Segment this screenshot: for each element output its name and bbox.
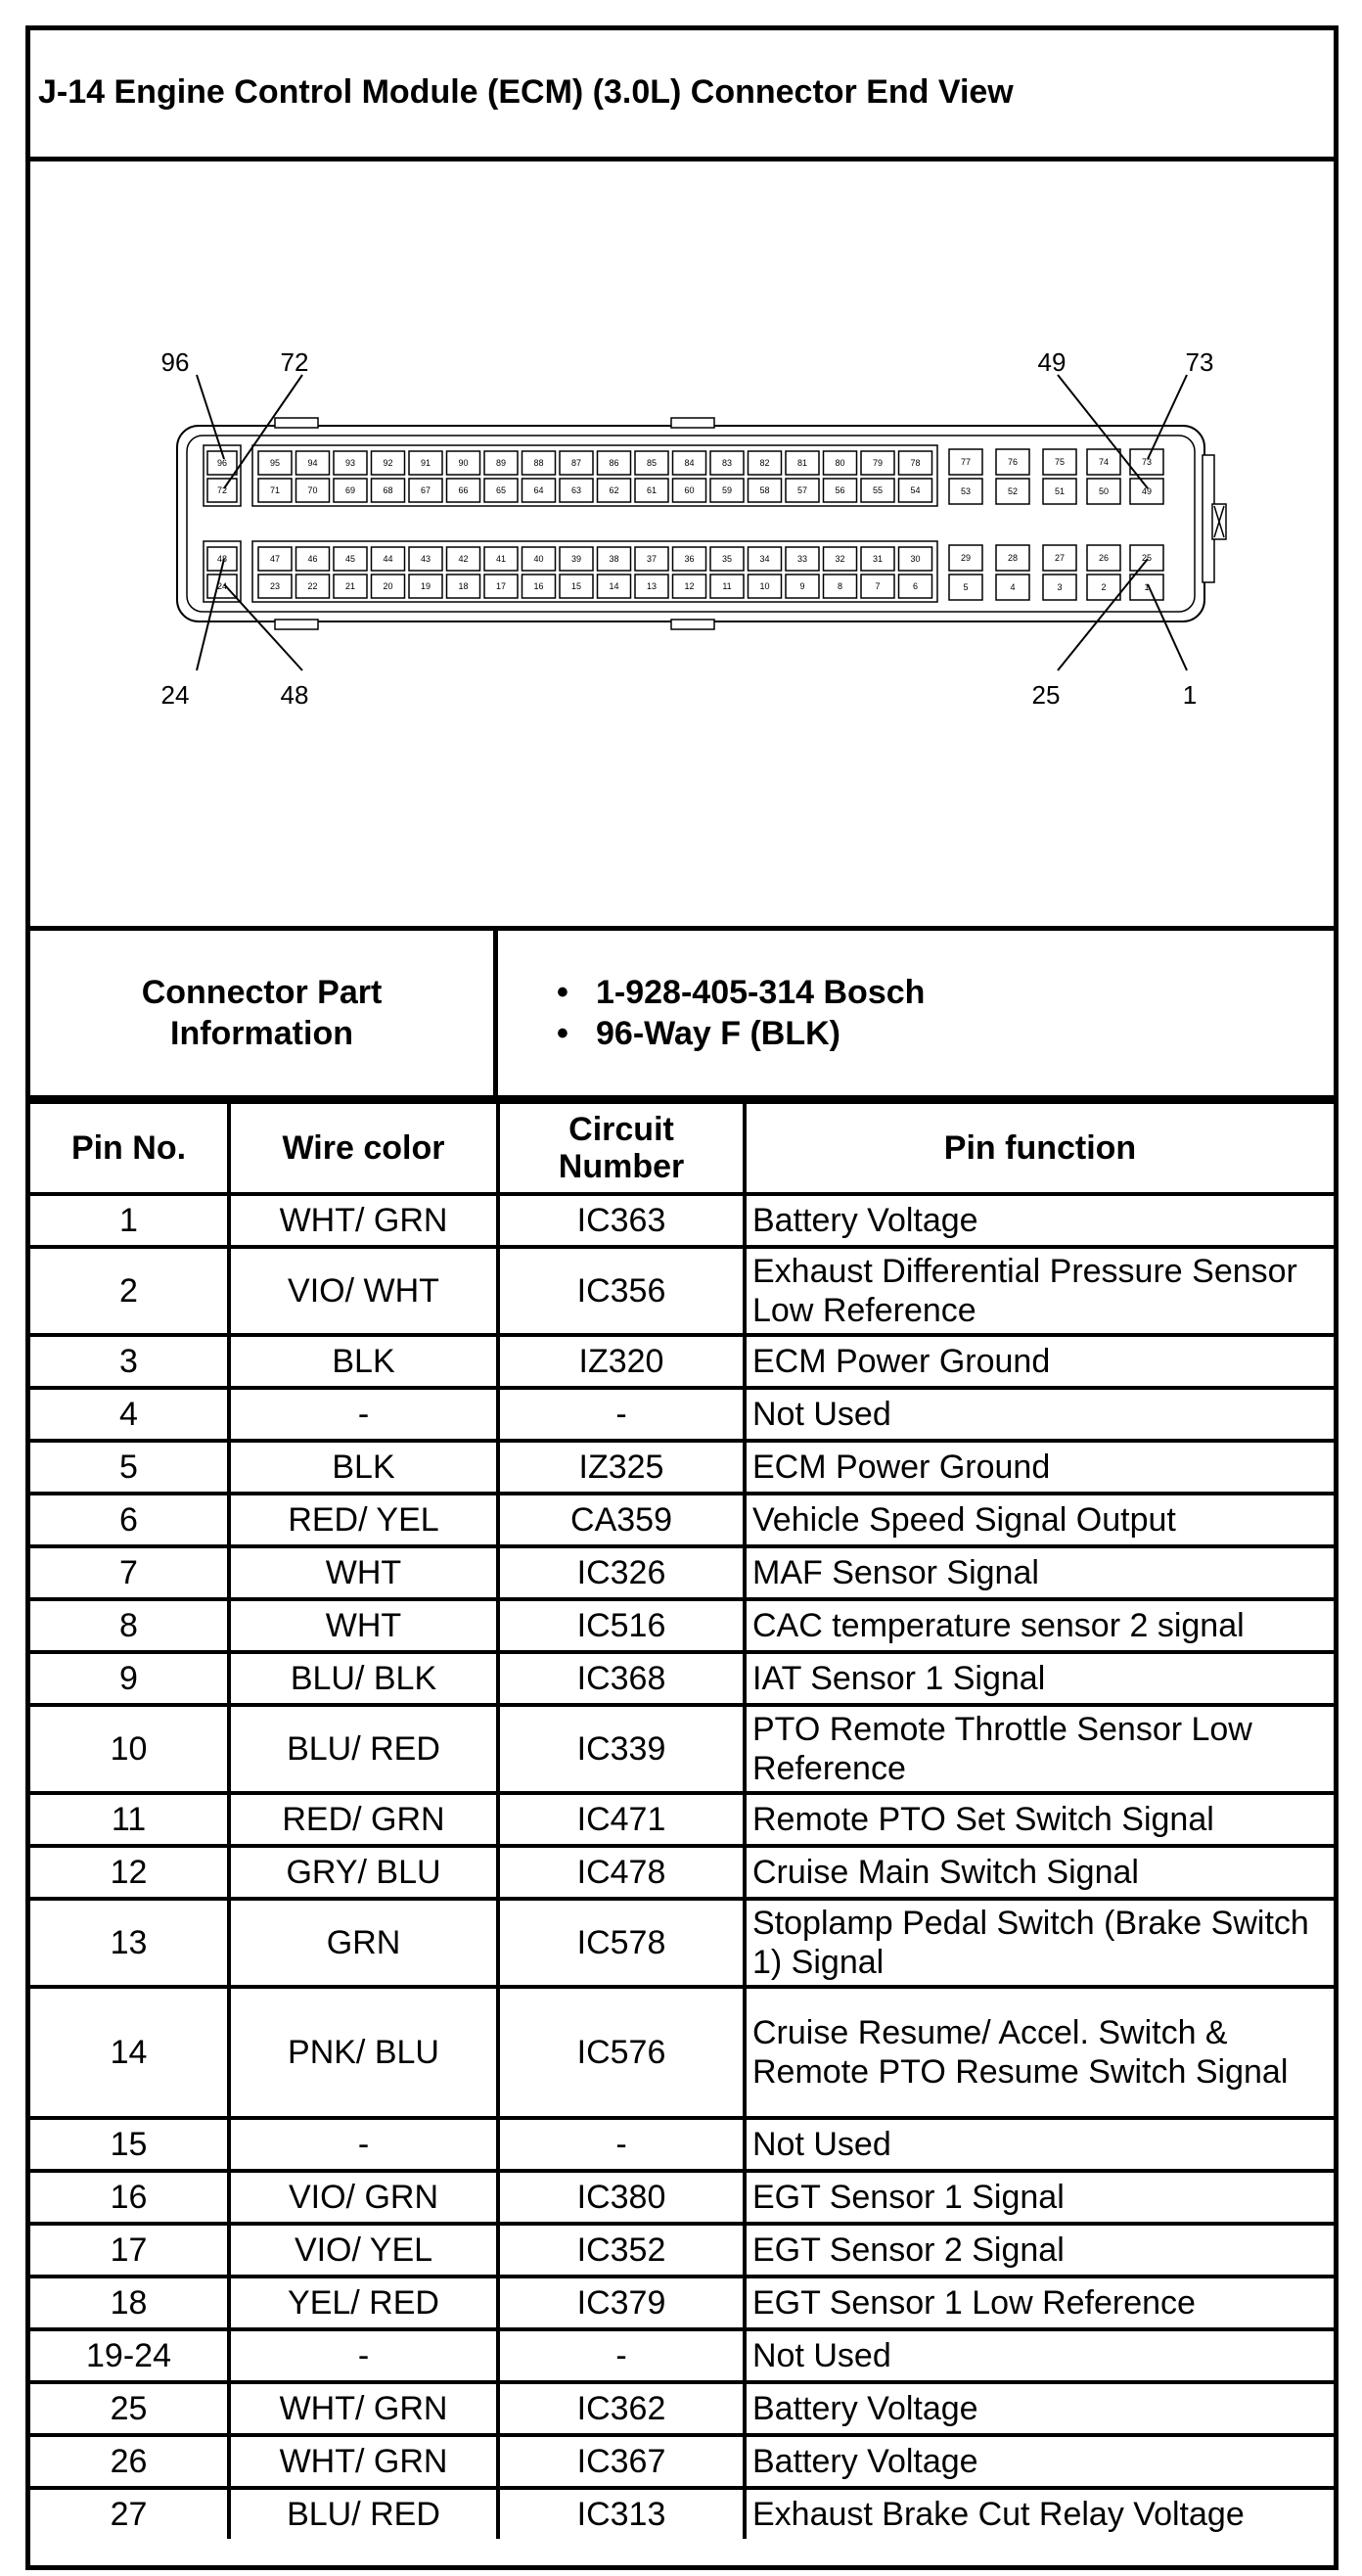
pinout-sheet (25, 25, 1339, 2570)
pin-label: 53 (960, 486, 972, 496)
pin-label: 93 (344, 458, 356, 468)
table-row (30, 2435, 1334, 2488)
col-header-pin-function: Pin function (745, 1102, 1334, 1194)
circuit-number: IC380 (498, 2171, 745, 2224)
pin-label: 56 (835, 485, 845, 495)
bottom-latch-tab (671, 620, 714, 629)
pin-label: 74 (1098, 457, 1110, 467)
bullet-icon: • (557, 974, 568, 1011)
pin-number: 14 (30, 1987, 229, 2118)
pin-function: Not Used (745, 2329, 1334, 2382)
pin-label: 85 (646, 458, 658, 468)
circuit-number: IC356 (498, 1247, 745, 1335)
pin-label: 32 (835, 554, 845, 564)
pin-function: EGT Sensor 1 Low Reference (745, 2277, 1334, 2329)
pin-number: 11 (30, 1793, 229, 1846)
circuit-number: IC326 (498, 1546, 745, 1599)
table-row (30, 1846, 1334, 1899)
wire-color: WHT/ GRN (229, 1194, 498, 1247)
connector-part-label-cell (30, 931, 498, 1095)
pin-label: 58 (759, 485, 770, 495)
table-row (30, 1599, 1334, 1652)
connector-part-label: Connector Part Information (141, 974, 383, 1052)
wire-color: BLK (229, 1441, 498, 1494)
pin-label: 75 (1054, 457, 1066, 467)
table-row (30, 2224, 1334, 2277)
pin-label: 54 (910, 485, 921, 495)
pin-number: 10 (30, 1705, 229, 1793)
pin-label: 21 (344, 581, 356, 591)
table-row (30, 1705, 1334, 1793)
wire-color: GRY/ BLU (229, 1846, 498, 1899)
wire-color: VIO/ GRN (229, 2171, 498, 2224)
circuit-number: IC339 (498, 1705, 745, 1793)
pin-label: 5 (963, 582, 969, 592)
pin-label: 55 (872, 485, 884, 495)
col-header-wire-color: Wire color (229, 1102, 498, 1194)
pin-label: 84 (684, 458, 695, 468)
table-header-row (30, 1102, 1334, 1194)
circuit-number-header-text: Circuit Number (558, 1111, 685, 1185)
pin-label: 46 (307, 554, 318, 564)
pin-number: 8 (30, 1599, 229, 1652)
pin-function: EGT Sensor 2 Signal (745, 2224, 1334, 2277)
pin-number: 27 (30, 2488, 229, 2539)
pin-label: 40 (533, 554, 544, 564)
table-row (30, 1546, 1334, 1599)
pin-label: 88 (533, 458, 544, 468)
circuit-number: IC313 (498, 2488, 745, 2539)
connector-part-item (557, 972, 1334, 1013)
col-header-pin-no: Pin No. (30, 1102, 229, 1194)
wire-color: GRN (229, 1899, 498, 1987)
pin-label: 62 (609, 485, 619, 495)
pin-number: 12 (30, 1846, 229, 1899)
pin-number: 4 (30, 1388, 229, 1441)
circuit-number: - (498, 2118, 745, 2171)
table-row (30, 1987, 1334, 2118)
pin-label: 24 (216, 581, 228, 591)
pin-label: 38 (609, 554, 619, 564)
wire-color: WHT (229, 1599, 498, 1652)
pin-label: 60 (684, 485, 695, 495)
circuit-number: IC362 (498, 2382, 745, 2435)
table-row (30, 1652, 1334, 1705)
pin-label: 89 (495, 458, 507, 468)
pin-number: 15 (30, 2118, 229, 2171)
connector-part-info-row (30, 931, 1334, 1100)
pin-label: 50 (1098, 486, 1110, 496)
pin-function: Exhaust Brake Cut Relay Voltage (745, 2488, 1334, 2539)
table-row (30, 1194, 1334, 1247)
circuit-number: IC576 (498, 1987, 745, 2118)
pin-number: 7 (30, 1546, 229, 1599)
wire-color: - (229, 2329, 498, 2382)
pin-label: 19 (420, 581, 431, 591)
callout-label: 72 (280, 347, 309, 377)
pin-function: ECM Power Ground (745, 1441, 1334, 1494)
pin-label: 4 (1010, 582, 1016, 592)
pin-label: 71 (269, 485, 281, 495)
circuit-number: IZ325 (498, 1441, 745, 1494)
circuit-number: - (498, 1388, 745, 1441)
pin-label: 36 (684, 554, 695, 564)
pin-label: 9 (799, 581, 805, 591)
pin-label: 90 (458, 458, 469, 468)
bullet-icon: • (557, 1015, 568, 1052)
callout-label: 96 (160, 347, 190, 377)
pin-label: 33 (796, 554, 808, 564)
pin-number: 6 (30, 1494, 229, 1546)
pin-function: Battery Voltage (745, 2435, 1334, 2488)
pin-label: 17 (495, 581, 507, 591)
pin-label: 10 (759, 581, 770, 591)
pin-label: 6 (912, 581, 919, 591)
pin-number: 9 (30, 1652, 229, 1705)
pin-table (30, 1100, 1334, 2539)
pin-function: Not Used (745, 1388, 1334, 1441)
wire-color: RED/ YEL (229, 1494, 498, 1546)
pin-label: 81 (796, 458, 808, 468)
pin-label: 30 (910, 554, 921, 564)
pin-label: 44 (383, 554, 393, 564)
wire-color: WHT/ GRN (229, 2435, 498, 2488)
connector-part-list (498, 931, 1334, 1095)
wire-color: - (229, 2118, 498, 2171)
table-row (30, 1388, 1334, 1441)
pin-label: 45 (344, 554, 356, 564)
table-row (30, 1793, 1334, 1846)
pin-label: 61 (646, 485, 658, 495)
pin-label: 27 (1054, 553, 1066, 563)
pin-label: 59 (721, 485, 733, 495)
pin-label: 86 (609, 458, 619, 468)
pin-function: MAF Sensor Signal (745, 1546, 1334, 1599)
top-latch-tab (275, 418, 318, 428)
table-row (30, 1441, 1334, 1494)
pin-function: Battery Voltage (745, 1194, 1334, 1247)
table-row (30, 2488, 1334, 2539)
pin-label: 63 (570, 485, 582, 495)
pin-label: 42 (458, 554, 469, 564)
pin-table-body (30, 1194, 1334, 2539)
callout-label: 48 (280, 680, 309, 710)
part-number: 1-928-405-314 Bosch (596, 974, 926, 1011)
circuit-number: IC352 (498, 2224, 745, 2277)
pin-label: 11 (722, 581, 732, 591)
pin-label: 82 (759, 458, 770, 468)
circuit-number: IZ320 (498, 1335, 745, 1388)
wire-color: WHT (229, 1546, 498, 1599)
pin-label: 3 (1057, 582, 1063, 592)
pin-function: Cruise Resume/ Accel. Switch & Remote PTO Resume Switch Signal (745, 1987, 1334, 2118)
pin-label: 73 (1141, 457, 1153, 467)
pin-function: Battery Voltage (745, 2382, 1334, 2435)
circuit-number: IC471 (498, 1793, 745, 1846)
pin-label: 92 (383, 458, 393, 468)
col-header-circuit-number (498, 1102, 745, 1194)
pin-label: 65 (495, 485, 507, 495)
pin-label: 72 (216, 485, 228, 495)
pin-number: 3 (30, 1335, 229, 1388)
pin-function: Vehicle Speed Signal Output (745, 1494, 1334, 1546)
connector-end-view-diagram (30, 161, 1334, 925)
pin-label: 70 (307, 485, 318, 495)
pin-label: 67 (420, 485, 431, 495)
circuit-number: IC363 (498, 1194, 745, 1247)
pin-label: 20 (383, 581, 393, 591)
pin-number: 17 (30, 2224, 229, 2277)
pin-number: 19-24 (30, 2329, 229, 2382)
wire-color: BLU/ RED (229, 2488, 498, 2539)
wire-color: RED/ GRN (229, 1793, 498, 1846)
pin-label: 13 (646, 581, 658, 591)
wire-color: PNK/ BLU (229, 1987, 498, 2118)
wire-color: WHT/ GRN (229, 2382, 498, 2435)
pin-label: 35 (721, 554, 733, 564)
wire-color: VIO/ YEL (229, 2224, 498, 2277)
circuit-number: IC516 (498, 1599, 745, 1652)
pin-label: 12 (684, 581, 695, 591)
pin-label: 43 (420, 554, 431, 564)
circuit-number: IC478 (498, 1846, 745, 1899)
pin-label: 49 (1141, 486, 1153, 496)
pin-number: 13 (30, 1899, 229, 1987)
pin-label: 79 (872, 458, 884, 468)
pin-label: 34 (759, 554, 770, 564)
circuit-number: CA359 (498, 1494, 745, 1546)
connector-part-item (557, 1013, 1334, 1054)
pin-label: 69 (344, 485, 356, 495)
pin-number: 18 (30, 2277, 229, 2329)
pin-label: 96 (216, 458, 228, 468)
pin-function: Cruise Main Switch Signal (745, 1846, 1334, 1899)
pin-label: 18 (458, 581, 469, 591)
table-row (30, 2329, 1334, 2382)
pin-label: 68 (383, 485, 393, 495)
pin-label: 64 (533, 485, 544, 495)
callout-label: 73 (1185, 347, 1214, 377)
pin-label: 25 (1141, 553, 1153, 563)
pin-label: 26 (1098, 553, 1110, 563)
pin-function: Not Used (745, 2118, 1334, 2171)
callout-label: 1 (1182, 680, 1198, 710)
pin-label: 83 (721, 458, 733, 468)
pin-label: 52 (1007, 486, 1019, 496)
pin-function: CAC temperature sensor 2 signal (745, 1599, 1334, 1652)
pin-label: 23 (269, 581, 281, 591)
wire-color: BLU/ BLK (229, 1652, 498, 1705)
pin-label: 7 (875, 581, 881, 591)
pin-label: 48 (216, 554, 228, 564)
pin-function: Remote PTO Set Switch Signal (745, 1793, 1334, 1846)
pin-number: 26 (30, 2435, 229, 2488)
pin-function: Exhaust Differential Pressure Sensor Low Reference (745, 1247, 1334, 1335)
pin-number: 2 (30, 1247, 229, 1335)
pin-label: 39 (570, 554, 582, 564)
pin-label: 78 (910, 458, 921, 468)
table-row (30, 2171, 1334, 2224)
pin-function: PTO Remote Throttle Sensor Low Reference (745, 1705, 1334, 1793)
pin-label: 28 (1007, 553, 1019, 563)
pin-function: Stoplamp Pedal Switch (Brake Switch 1) Signal (745, 1899, 1334, 1987)
pin-label: 16 (533, 581, 544, 591)
pin-number: 5 (30, 1441, 229, 1494)
wire-color: YEL/ RED (229, 2277, 498, 2329)
pin-label: 8 (837, 581, 843, 591)
pin-label: 29 (960, 553, 972, 563)
pin-function: ECM Power Ground (745, 1335, 1334, 1388)
callout-label: 24 (160, 680, 190, 710)
bottom-latch-tab (275, 620, 318, 629)
pin-label: 47 (269, 554, 281, 564)
top-latch-tab (671, 418, 714, 428)
table-row (30, 1899, 1334, 1987)
pin-label: 94 (307, 458, 318, 468)
pin-label: 1 (1144, 582, 1150, 592)
pin-number: 25 (30, 2382, 229, 2435)
callout-label: 25 (1031, 680, 1061, 710)
pin-label: 77 (960, 457, 972, 467)
pin-label: 87 (570, 458, 582, 468)
pin-label: 51 (1054, 486, 1066, 496)
pin-number: 16 (30, 2171, 229, 2224)
circuit-number: IC379 (498, 2277, 745, 2329)
wire-color: BLK (229, 1335, 498, 1388)
pin-label: 37 (646, 554, 658, 564)
circuit-number: IC578 (498, 1899, 745, 1987)
pin-label: 80 (835, 458, 845, 468)
page-title: J-14 Engine Control Module (ECM) (3.0L) Connector End View (38, 73, 1014, 111)
pin-label: 57 (796, 485, 808, 495)
connector-type: 96-Way F (BLK) (596, 1015, 840, 1052)
wire-color: - (229, 1388, 498, 1441)
pin-label: 15 (570, 581, 582, 591)
table-row (30, 2277, 1334, 2329)
pin-label: 76 (1007, 457, 1019, 467)
title-row (30, 30, 1334, 161)
connector-diagram-panel (30, 161, 1334, 931)
pin-label: 41 (495, 554, 507, 564)
circuit-number: IC367 (498, 2435, 745, 2488)
pin-label: 14 (609, 581, 619, 591)
pin-number: 1 (30, 1194, 229, 1247)
circuit-number: - (498, 2329, 745, 2382)
pin-label: 2 (1101, 582, 1107, 592)
table-row (30, 2118, 1334, 2171)
table-row (30, 1494, 1334, 1546)
table-row (30, 2382, 1334, 2435)
pin-function: EGT Sensor 1 Signal (745, 2171, 1334, 2224)
pin-label: 91 (420, 458, 431, 468)
pin-label: 66 (458, 485, 469, 495)
table-row (30, 1335, 1334, 1388)
pin-function: IAT Sensor 1 Signal (745, 1652, 1334, 1705)
table-row (30, 1247, 1334, 1335)
wire-color: VIO/ WHT (229, 1247, 498, 1335)
pin-label: 95 (269, 458, 281, 468)
pin-label: 31 (872, 554, 884, 564)
wire-color: BLU/ RED (229, 1705, 498, 1793)
callout-label: 49 (1037, 347, 1067, 377)
pin-label: 22 (307, 581, 318, 591)
circuit-number: IC368 (498, 1652, 745, 1705)
